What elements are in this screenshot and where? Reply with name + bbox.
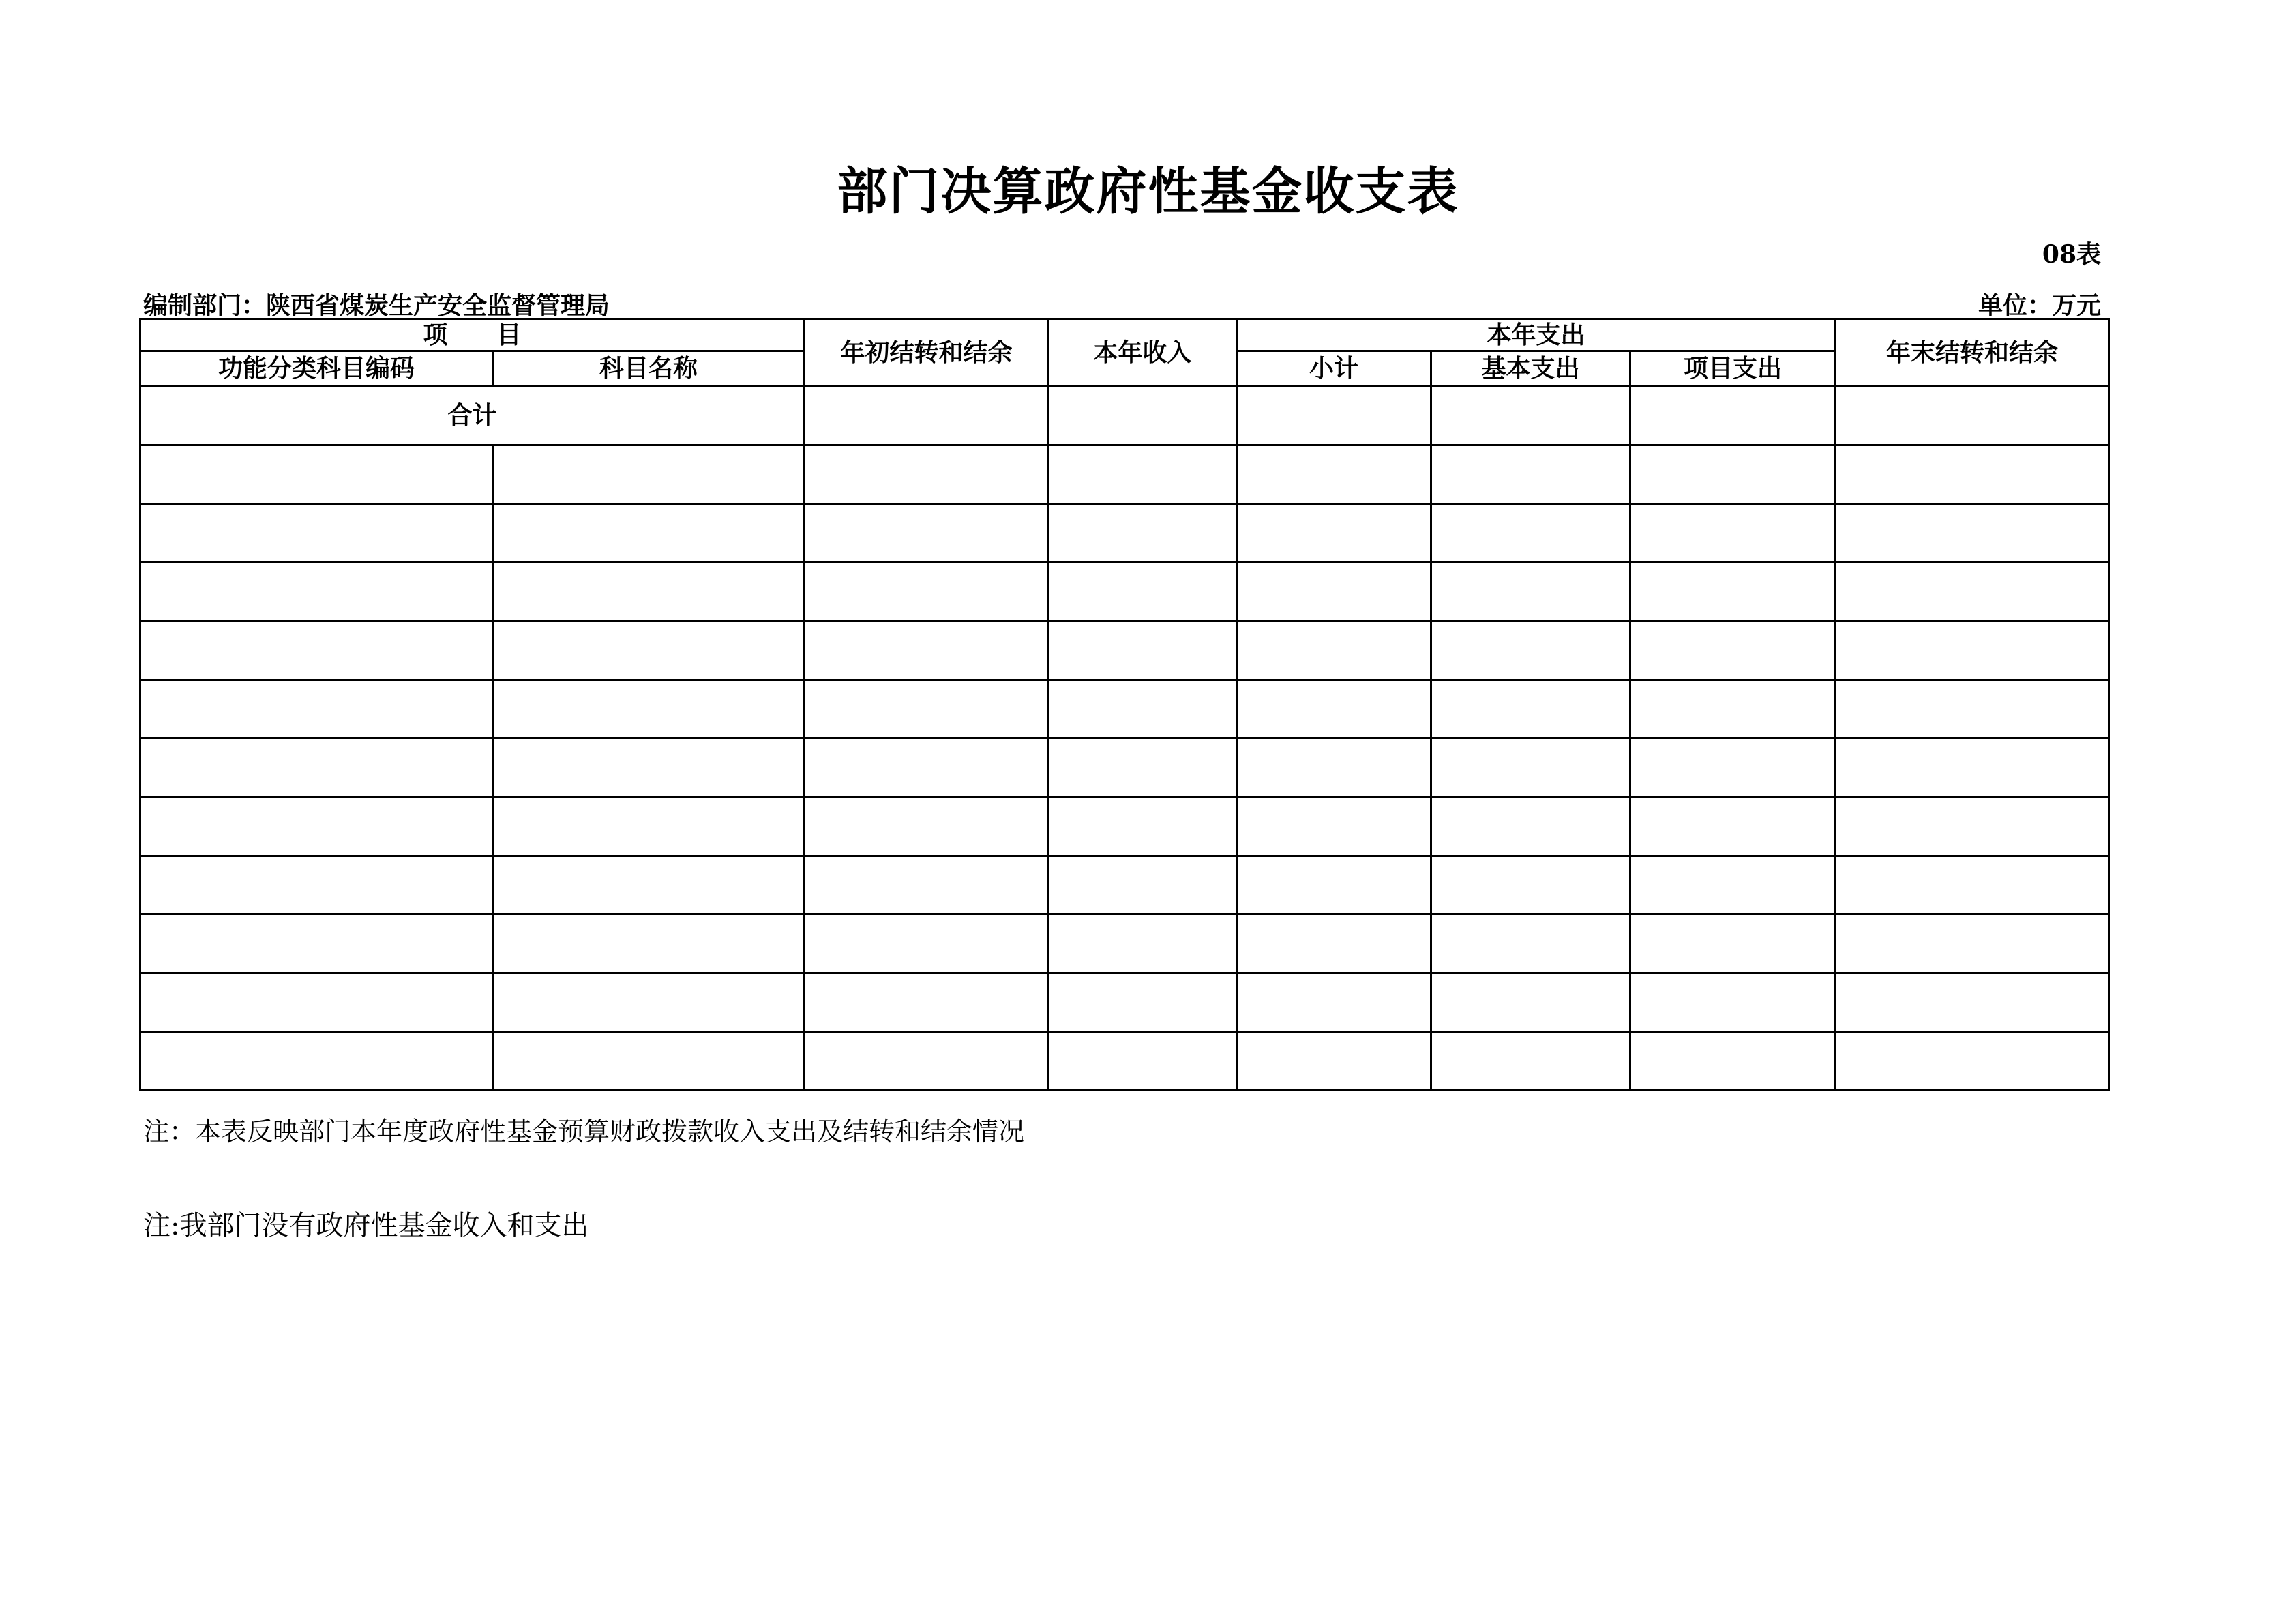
table-cell — [1237, 563, 1431, 621]
table-cell — [1630, 680, 1836, 739]
table-row — [140, 856, 2109, 915]
table-cell — [1431, 915, 1630, 973]
total-cell — [805, 386, 1049, 445]
table-cell — [805, 915, 1049, 973]
table-cell — [1049, 621, 1237, 680]
table-cell — [140, 504, 493, 563]
table-cell — [1630, 1032, 1836, 1091]
table-cell — [805, 621, 1049, 680]
table-cell — [140, 680, 493, 739]
table-cell — [1431, 856, 1630, 915]
header-begin-balance: 年初结转和结余 — [805, 319, 1049, 386]
total-row — [140, 386, 2109, 445]
total-cell — [1836, 386, 2109, 445]
header-code: 功能分类科目编码 — [140, 351, 493, 386]
table-cell — [1630, 797, 1836, 856]
table-cell — [493, 621, 805, 680]
total-cell — [1630, 386, 1836, 445]
table-cell — [140, 739, 493, 797]
table-cell — [805, 445, 1049, 504]
table-cell — [1049, 973, 1237, 1032]
table-cell — [1630, 504, 1836, 563]
table-row — [140, 739, 2109, 797]
table-cell — [1237, 856, 1431, 915]
table-cell — [1237, 797, 1431, 856]
table-number: 08表 — [2042, 240, 2101, 269]
table-cell — [1237, 973, 1431, 1032]
table-cell — [140, 1032, 493, 1091]
header-row-1 — [140, 319, 2109, 351]
table-cell — [1049, 915, 1237, 973]
table-row — [140, 504, 2109, 563]
table-cell — [140, 797, 493, 856]
table-cell — [1836, 504, 2109, 563]
header-project: 项目支出 — [1630, 351, 1836, 386]
table-cell — [1836, 915, 2109, 973]
fund-table — [139, 318, 2110, 1091]
total-label: 合计 — [140, 386, 805, 445]
table-cell — [1049, 1032, 1237, 1091]
table-row — [140, 621, 2109, 680]
table-cell — [1630, 915, 1836, 973]
total-cell — [1431, 386, 1630, 445]
table-cell — [1431, 797, 1630, 856]
table-cell — [1431, 1032, 1630, 1091]
table-cell — [140, 445, 493, 504]
table-row — [140, 915, 2109, 973]
table-cell — [1431, 563, 1630, 621]
table-cell — [1836, 621, 2109, 680]
table-cell — [1836, 797, 2109, 856]
table-cell — [1237, 504, 1431, 563]
table-cell — [805, 563, 1049, 621]
table-cell — [1049, 856, 1237, 915]
total-cell — [1049, 386, 1237, 445]
table-cell — [1836, 739, 2109, 797]
table-cell — [1237, 915, 1431, 973]
table-cell — [1630, 621, 1836, 680]
table-cell — [1237, 621, 1431, 680]
table-cell — [493, 856, 805, 915]
header-expense: 本年支出 — [1237, 319, 1836, 351]
table-cell — [493, 973, 805, 1032]
table-cell — [493, 1032, 805, 1091]
table-cell — [1237, 445, 1431, 504]
table-cell — [805, 1032, 1049, 1091]
note-description: 注：本表反映部门本年度政府性基金预算财政拨款收入支出及结转和结余情况 — [143, 1117, 1025, 1147]
table-cell — [493, 797, 805, 856]
table-cell — [805, 797, 1049, 856]
table-cell — [1836, 445, 2109, 504]
table-cell — [1630, 739, 1836, 797]
table-cell — [1836, 973, 2109, 1032]
table-cell — [1630, 856, 1836, 915]
table-cell — [1431, 445, 1630, 504]
table-cell — [140, 973, 493, 1032]
table-cell — [140, 856, 493, 915]
table-row — [140, 797, 2109, 856]
header-income: 本年收入 — [1049, 319, 1237, 386]
table-cell — [1431, 680, 1630, 739]
table-cell — [1630, 563, 1836, 621]
table-cell — [1836, 680, 2109, 739]
table-cell — [805, 973, 1049, 1032]
table-row — [140, 563, 2109, 621]
table-cell — [1049, 563, 1237, 621]
header-name: 科目名称 — [493, 351, 805, 386]
table-cell — [1049, 739, 1237, 797]
table-cell — [1836, 856, 2109, 915]
table-cell — [1630, 445, 1836, 504]
table-cell — [1049, 445, 1237, 504]
table-cell — [493, 739, 805, 797]
table-cell — [1431, 973, 1630, 1032]
table-cell — [805, 856, 1049, 915]
table-cell — [1630, 973, 1836, 1032]
table-cell — [805, 504, 1049, 563]
table-row — [140, 1032, 2109, 1091]
table-cell — [1431, 504, 1630, 563]
table-cell — [1431, 739, 1630, 797]
table-cell — [140, 915, 493, 973]
header-end-balance: 年末结转和结余 — [1836, 319, 2109, 386]
page-title: 部门决算政府性基金收支表 — [837, 162, 1459, 221]
table-cell — [493, 445, 805, 504]
total-cell — [1237, 386, 1431, 445]
table-cell — [140, 621, 493, 680]
table-row — [140, 973, 2109, 1032]
table-cell — [493, 680, 805, 739]
table-cell — [1049, 680, 1237, 739]
table-cell — [140, 563, 493, 621]
header-basic: 基本支出 — [1431, 351, 1630, 386]
table-cell — [1237, 1032, 1431, 1091]
note-no-fund: 注:我部门没有政府性基金收入和支出 — [143, 1210, 589, 1241]
table-cell — [805, 680, 1049, 739]
table-cell — [1049, 504, 1237, 563]
department-label: 编制部门：陕西省煤炭生产安全监督管理局 — [143, 291, 610, 320]
unit-label: 单位：万元 — [1978, 291, 2101, 320]
table-cell — [1237, 680, 1431, 739]
table-cell — [493, 915, 805, 973]
table-cell — [1836, 563, 2109, 621]
table-cell — [1836, 1032, 2109, 1091]
header-item: 项 目 — [140, 319, 805, 351]
table-row — [140, 680, 2109, 739]
table-cell — [1431, 621, 1630, 680]
table-cell — [493, 504, 805, 563]
table-cell — [493, 563, 805, 621]
table-cell — [1049, 797, 1237, 856]
table-cell — [805, 739, 1049, 797]
header-subtotal: 小计 — [1237, 351, 1431, 386]
table-cell — [1237, 739, 1431, 797]
table-row — [140, 445, 2109, 504]
